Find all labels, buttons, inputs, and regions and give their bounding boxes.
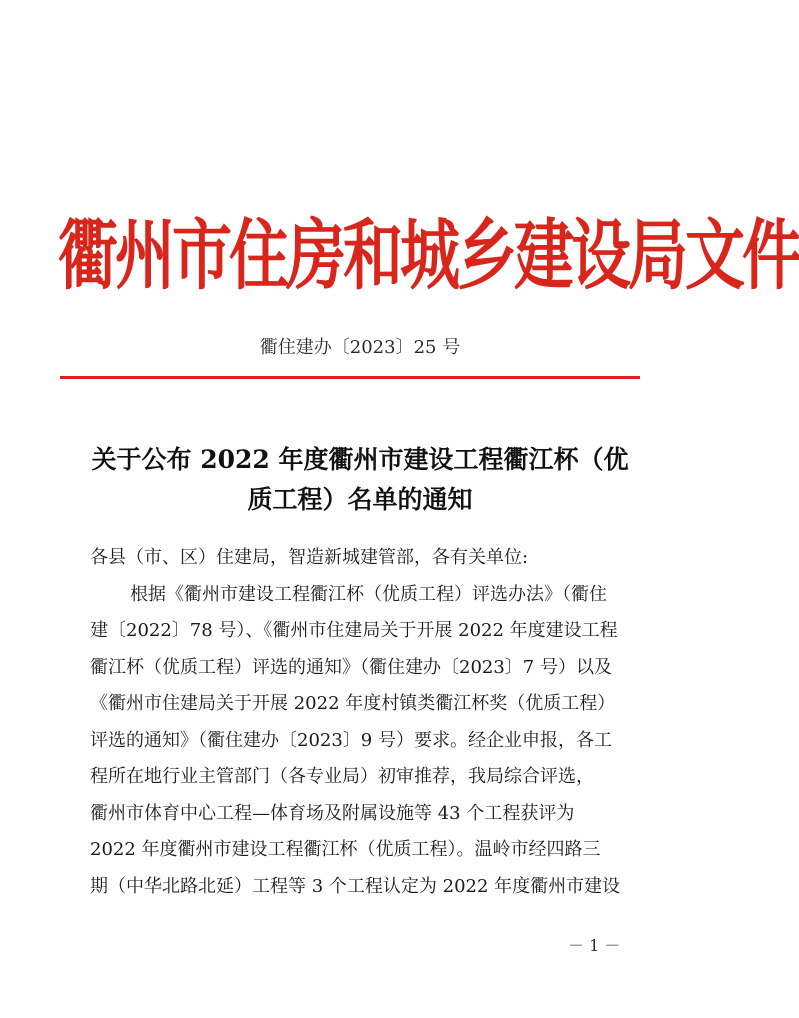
body-line: 2022 年度衢州市建设工程衢江杯（优质工程）。温岭市经四路三 xyxy=(90,839,601,860)
body-line: 衢州市体育中心工程—体育场及附属设施等 43 个工程获评为 xyxy=(90,802,575,824)
body-line: 衢江杯（优质工程）评选的通知》（衢住建办〔2023〕7 号）以及 xyxy=(90,656,612,678)
red-separator-rule xyxy=(60,376,640,379)
salutation: 各县（市、区）住建局，智造新城建管部，各有关单位: xyxy=(90,547,529,568)
notice-title xyxy=(78,440,642,520)
body-line: 程所在地行业主管部门（各专业局）初审推荐，我局综合评选， xyxy=(90,766,594,787)
body-line: 《衢州市住建局关于开展 2022 年度村镇类衢江杯奖（优质工程） xyxy=(90,693,616,714)
notice-title-line: 质工程）名单的通知 xyxy=(247,485,473,514)
body-line: 评选的通知》（衢住建办〔2023〕9 号）要求。经企业申报，各工 xyxy=(90,729,612,751)
page-number: － 1 － xyxy=(568,936,621,955)
issuing-authority-header: 衢州市住房和城乡建设局文件 xyxy=(58,211,799,302)
notice-body xyxy=(90,540,634,905)
body-line: 建〔2022〕78 号）、《衢州市住建局关于开展 2022 年度建设工程 xyxy=(90,620,618,641)
body-line: 根据《衢州市建设工程衢江杯（优质工程）评选办法》（衢住 xyxy=(130,583,607,605)
document-number: 衢住建办〔2023〕25 号 xyxy=(259,337,461,358)
notice-title-line: 关于公布 2022 年度衢州市建设工程衢江杯（优 xyxy=(91,445,629,474)
body-line: 期（中华北路北延）工程等 3 个工程认定为 2022 年度衢州市建设 xyxy=(90,875,621,897)
